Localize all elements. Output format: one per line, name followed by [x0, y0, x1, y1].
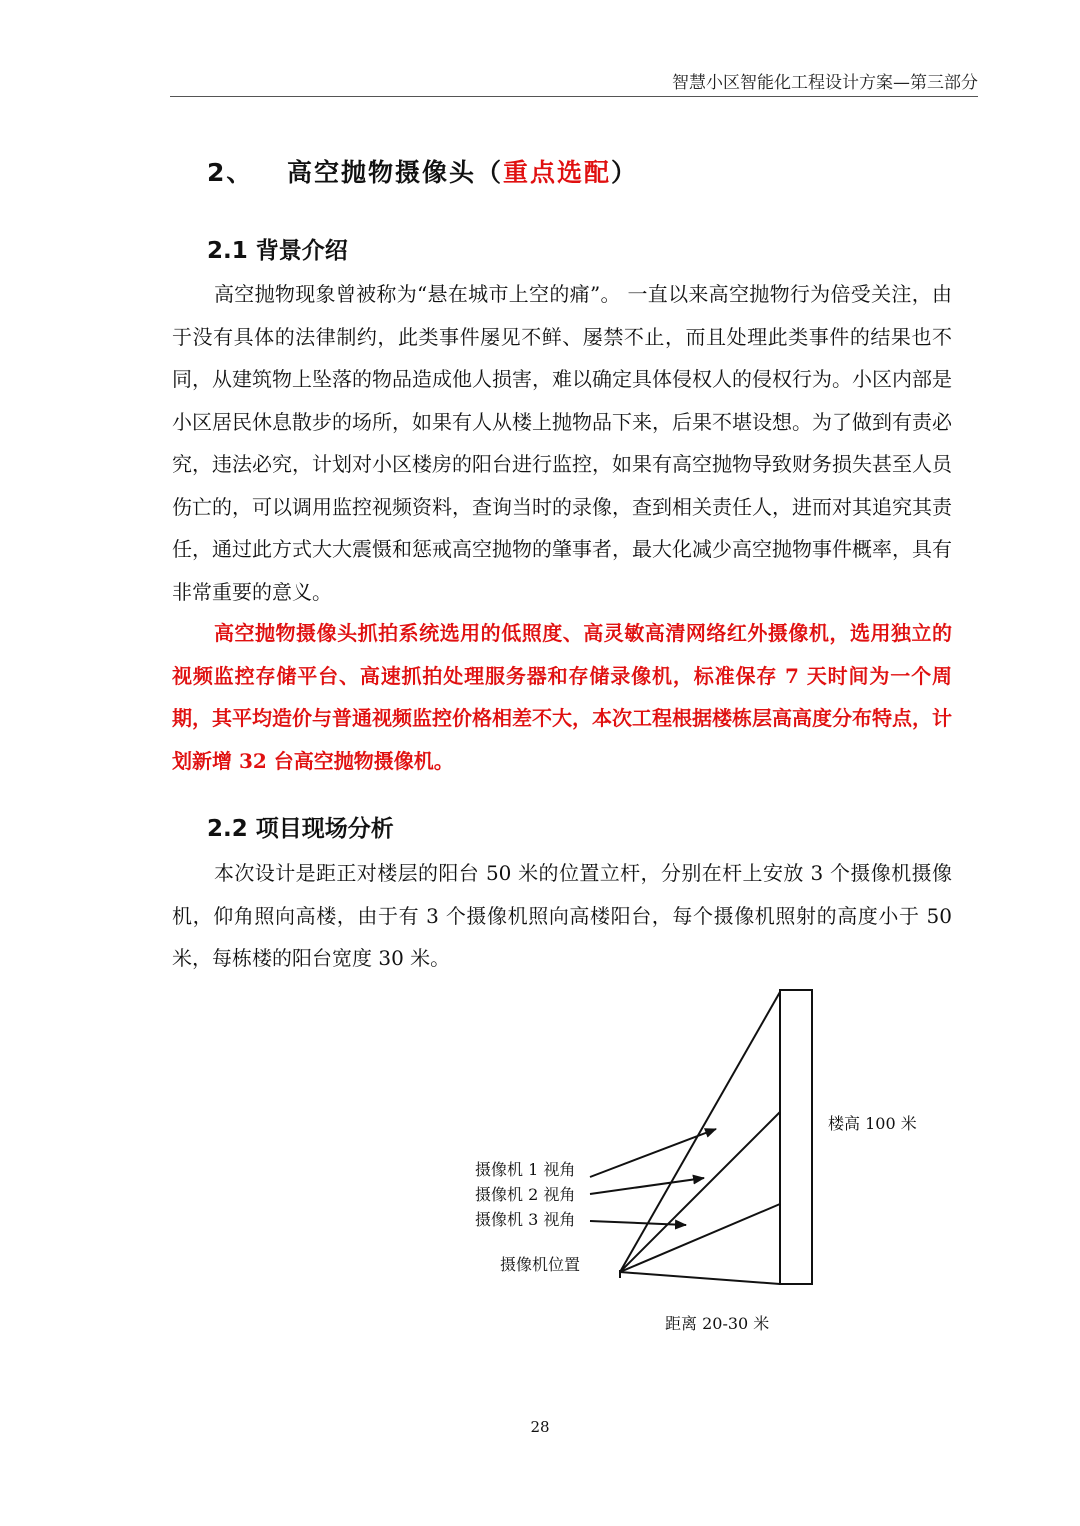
distance-label: 距离 20-30 米	[665, 1314, 770, 1333]
paragraph-site-analysis: 本次设计是距正对楼层的阳台 50 米的位置立杆，分别在杆上安放 3 个摄像机摄像机，仰角照向高楼，由于有 3 个摄像机照向高楼阳台，每个摄像机照射的高度小于 50 米，每栋楼的阳台宽度 30 米。	[172, 861, 952, 970]
subsection-title-site-analysis: 2.2 项目现场分析	[207, 816, 394, 842]
page-header: 智慧小区智能化工程设计方案—第三部分	[672, 73, 978, 93]
building-shape	[780, 990, 812, 1284]
subsection-title-background: 2.1 背景介绍	[207, 238, 348, 264]
camera-position-label: 摄像机位置	[500, 1255, 581, 1274]
camera2-arrow	[590, 1178, 704, 1194]
section-title-highlight: 重点选配	[503, 158, 612, 187]
building-height-label: 楼高 100 米	[828, 1114, 917, 1133]
camera2-label: 摄像机 2 视角	[475, 1185, 576, 1204]
camera-view-diagram	[460, 980, 940, 1350]
camera1-label: 摄像机 1 视角	[475, 1160, 576, 1179]
section-title-text: 高空抛物摄像头（	[287, 158, 504, 187]
section-number: 2、	[207, 158, 254, 187]
camera1-arrow	[590, 1129, 716, 1177]
header-divider	[170, 96, 978, 97]
page-number: 28	[530, 1418, 550, 1436]
view-line-bottom	[620, 1272, 780, 1284]
view-line-top	[620, 992, 780, 1272]
paragraph-highlight: 高空抛物摄像头抓拍系统选用的低照度、高灵敏高清网络红外摄像机，选用独立的视频监控存储平台、高速抓拍处理服务器和存储录像机，标准保存 7 天时间为一个周期，其平均造价与普通视频监控价格相差不大，本次工程根据楼栋层高高度分布特点，计划新增 32 台高空抛物摄像机。	[172, 621, 952, 773]
section-title-close: ）	[611, 158, 639, 187]
paragraph-background: 高空抛物现象曾被称为“悬在城市上空的痛”。 一直以来高空抛物行为倍受关注，由于没有具体的法律制约，此类事件屡见不鲜、屡禁不止，而且处理此类事件的结果也不同，从建筑物上坠落的物品造成他人损害，难以确定具体侵权人的侵权行为。小区内部是小区居民休息散步的场所，如果有人从楼上抛物品下来，后果不堪设想。为了做到有责必究，违法必究，计划对小区楼房的阳台进行监控，如果有高空抛物导致财务损失甚至人员伤亡的，可以调用监控视频资料，查询当时的录像，查到相关责任人，进而对其追究其责任，通过此方式大大震慑和惩戒高空抛物的肇事者，最大化减少高空抛物事件概率，具有非常重要的意义。	[172, 282, 952, 604]
view-line-lower	[620, 1204, 780, 1272]
camera3-label: 摄像机 3 视角	[475, 1210, 576, 1229]
section-title	[207, 153, 638, 189]
